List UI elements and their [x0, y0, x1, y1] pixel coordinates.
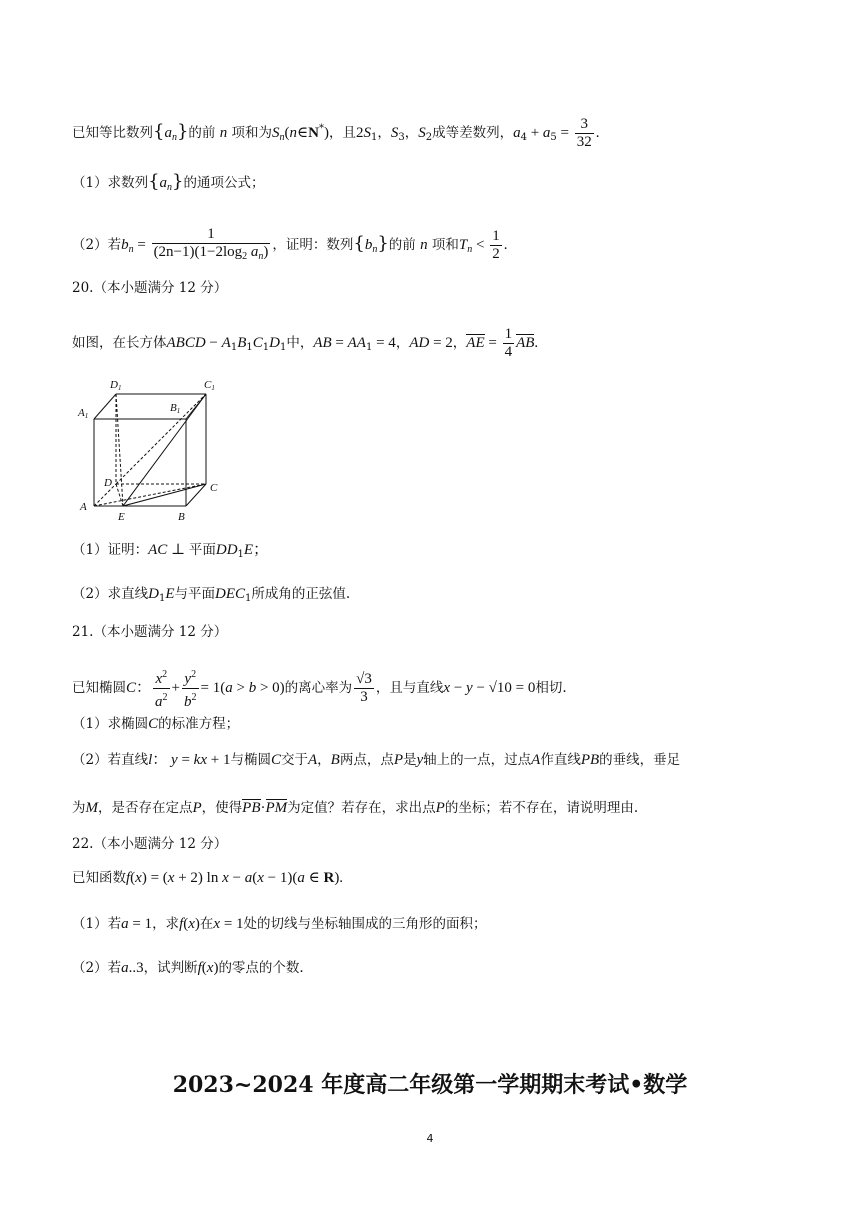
label-a: A	[80, 501, 87, 513]
q22-part1: （1）若a = 1，求f(x)在x = 1处的切线与坐标轴围成的三角形的面积；	[72, 916, 487, 932]
q21-part2-line1: （2）若直线l： y = kx + 1与椭圆C交于A，B两点，点P是y轴上的一点，过点A作直线PB的垂线，垂足	[72, 752, 681, 768]
q20-heading: 20.（本小题满分 12 分）	[72, 280, 228, 296]
page-number: 4	[426, 1132, 434, 1145]
label-c1: C1	[204, 379, 215, 392]
label-b1: B1	[170, 402, 181, 415]
q20-part1: （1）证明：AC ⊥ 平面$DD_1E$；	[72, 542, 269, 560]
fraction-bn: $\frac{1}{(2n-1)(1-2\log_2 a_n)}$	[153, 226, 269, 262]
label-a1: A1	[78, 407, 89, 420]
fraction-half: $\frac{1}{2}$	[492, 228, 500, 262]
q21-heading: 21.（本小题满分 12 分）	[72, 624, 228, 640]
q21-intro: 已知椭圆C： $\frac{x^2}{a^2}$ + $\frac{y^2}{b^2}$ = 1(a > b > 0)的离心率为 $\frac{√3}{3}$ ，且与直线x − y − √10 = 0相切.	[72, 666, 812, 711]
q19-part2: （2）若$b_n$ = $\frac{1}{(2n-1)(1-2\log_2 a_n)}$ ，证明：数列$\{b_n\}$的前 n 项和$T_n$ < $\frac{1}{2}$ .	[72, 226, 812, 265]
label-d1: D1	[110, 379, 122, 392]
q22-intro: 已知函数f(x) = (x + 2) ln x − a(x − 1)(a ∈ R).	[72, 870, 344, 886]
q19-part1: （1）求数列$\{a_n\}$的通项公式；	[72, 171, 265, 193]
q20-intro: 如图，在长方体ABCD − $A_1B_1C_1D_1$中，AB = $AA_1 = 4$，AD = 2，AE = $\frac{1}{4}$ AB.	[72, 326, 539, 360]
label-c: C	[210, 482, 218, 494]
label-b: B	[178, 511, 185, 523]
label-d: D	[104, 477, 112, 489]
q22-part2: （2）若a..3，试判断f(x)的零点的个数.	[72, 960, 304, 976]
label-e: E	[118, 511, 125, 523]
fraction-3-32: $\frac{3}{32}$	[576, 116, 592, 150]
q21-part1: （1）求椭圆C的标准方程；	[72, 716, 240, 732]
q19-intro: 已知等比数列$\{a_n\}$的前 n 项和为$S_n(n\in N^*)$，且$2S_1$，$S_3$，$S_2$成等差数列，$a_4 + a_5$ = $\frac{3}{32}$ .	[72, 116, 600, 150]
cuboid-figure	[76, 374, 226, 524]
q22-heading: 22.（本小题满分 12 分）	[72, 836, 228, 852]
q20-part2: （2）求直线$D_1E$与平面$DEC_1$所成角的正弦值.	[72, 586, 351, 604]
q21-part2-line2: 为M，是否存在定点P，使得PB·PM为定值？若存在，求出点P的坐标；若不存在，请说明理由.	[72, 800, 639, 816]
cuboid-diagram	[76, 374, 226, 524]
exam-title: 2023~2024 年度高二年级第一学期期末考试•数学	[172, 1072, 688, 1098]
